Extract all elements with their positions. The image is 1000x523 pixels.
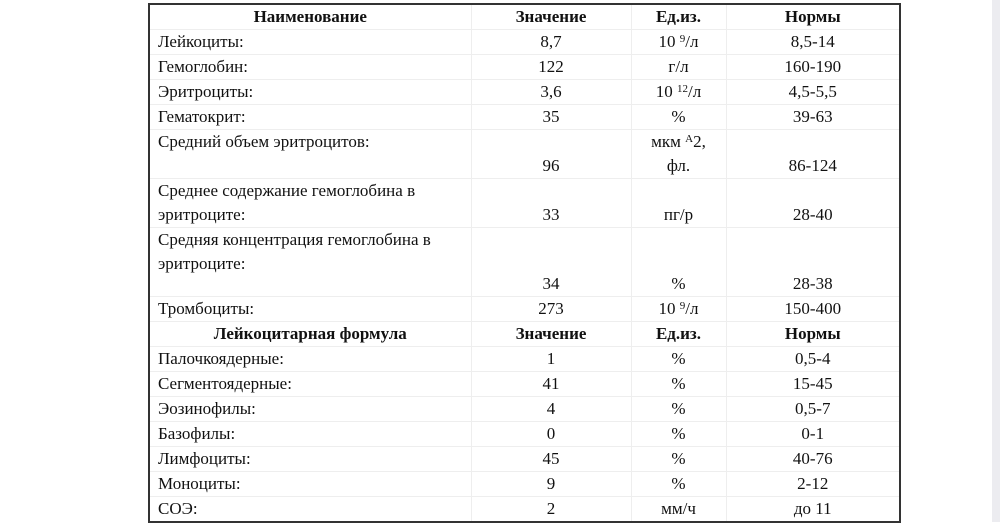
scrollbar-gutter xyxy=(992,0,1000,522)
cell-unit: % xyxy=(631,447,726,472)
cell-norm: 2-12 xyxy=(726,472,900,497)
cell-name: Палочкоядерные: xyxy=(149,347,471,372)
cell-value: 41 xyxy=(471,372,631,397)
header-name: Наименование xyxy=(149,4,471,30)
blood-test-table xyxy=(148,3,901,523)
cell-value: 4 xyxy=(471,397,631,422)
cell-value: 2 xyxy=(471,497,631,523)
unit-unit-sup: 12 xyxy=(677,83,689,95)
cell-name: Эритроциты: xyxy=(149,80,471,105)
cell-name: Среднее содержание гемоглобина в эритроците: xyxy=(149,179,471,228)
cell-name: Базофилы: xyxy=(149,422,471,447)
header-unit: Ед.из. xyxy=(631,322,726,347)
cell-name: Моноциты: xyxy=(149,472,471,497)
table-row xyxy=(149,472,900,497)
cell-norm: 150-400 xyxy=(726,297,900,322)
table-row xyxy=(149,397,900,422)
cell-norm: 0-1 xyxy=(726,422,900,447)
cell-name: Лейкоциты: xyxy=(149,30,471,55)
table-row xyxy=(149,497,900,523)
cell-norm: 39-63 xyxy=(726,105,900,130)
cell-value: 8,7 xyxy=(471,30,631,55)
cell-name: Тромбоциты: xyxy=(149,297,471,322)
cell-unit xyxy=(631,105,726,130)
cell-norm: до 11 xyxy=(726,497,900,523)
cell-unit: % xyxy=(631,347,726,372)
table-header-row xyxy=(149,4,900,30)
cell-unit xyxy=(631,55,726,80)
unit-unit-sup: A xyxy=(685,133,694,145)
cell-unit xyxy=(631,228,726,297)
cell-unit xyxy=(631,80,726,105)
cell-norm: 4,5-5,5 xyxy=(726,80,900,105)
unit-unit-rest: /л xyxy=(688,82,702,101)
header-norm: Нормы xyxy=(726,322,900,347)
cell-value: 33 xyxy=(471,179,631,228)
cell-value: 9 xyxy=(471,472,631,497)
cell-value: 35 xyxy=(471,105,631,130)
cell-unit: % xyxy=(631,472,726,497)
table-row xyxy=(149,105,900,130)
cell-value: 96 xyxy=(471,130,631,179)
table-row xyxy=(149,55,900,80)
unit-unit-base: г/л xyxy=(668,57,689,76)
cell-norm: 160-190 xyxy=(726,55,900,80)
table-row xyxy=(149,130,900,179)
unit-unit-base: пг/р xyxy=(663,205,694,224)
table-row xyxy=(149,228,900,297)
unit-unit-sup: 9 xyxy=(679,33,686,45)
table-row xyxy=(149,179,900,228)
table-header-row xyxy=(149,322,900,347)
cell-name: Сегментоядерные: xyxy=(149,372,471,397)
cell-value: 34 xyxy=(471,228,631,297)
unit-unit-sup: 9 xyxy=(679,300,686,312)
unit-unit-rest: /л xyxy=(685,32,699,51)
cell-unit xyxy=(631,297,726,322)
cell-norm: 15-45 xyxy=(726,372,900,397)
table-row xyxy=(149,372,900,397)
cell-unit: % xyxy=(631,422,726,447)
cell-value: 3,6 xyxy=(471,80,631,105)
unit-unit-base: % xyxy=(671,274,686,293)
cell-unit xyxy=(631,30,726,55)
cell-name: Лимфоциты: xyxy=(149,447,471,472)
unit-unit-base: % xyxy=(671,107,686,126)
cell-norm: 28-40 xyxy=(726,179,900,228)
cell-value: 0 xyxy=(471,422,631,447)
header-norm: Нормы xyxy=(726,4,900,30)
table-row xyxy=(149,297,900,322)
unit-unit-rest: /л xyxy=(685,299,699,318)
cell-unit xyxy=(631,130,726,179)
header-value: Значение xyxy=(471,4,631,30)
cell-value: 273 xyxy=(471,297,631,322)
unit-unit-rest: 2, фл. xyxy=(666,132,706,175)
table-row xyxy=(149,422,900,447)
cell-unit: % xyxy=(631,372,726,397)
table-row xyxy=(149,80,900,105)
cell-norm: 8,5-14 xyxy=(726,30,900,55)
header-name: Лейкоцитарная формула xyxy=(149,322,471,347)
cell-value: 122 xyxy=(471,55,631,80)
table-row xyxy=(149,30,900,55)
table-row xyxy=(149,447,900,472)
cell-name: Гемоглобин: xyxy=(149,55,471,80)
cell-name: Средняя концентрация гемоглобина в эритроците: xyxy=(149,228,471,297)
header-unit: Ед.из. xyxy=(631,4,726,30)
cell-name: Средний объем эритроцитов: xyxy=(149,130,471,179)
cell-norm: 40-76 xyxy=(726,447,900,472)
cell-norm: 28-38 xyxy=(726,228,900,297)
cell-value: 45 xyxy=(471,447,631,472)
cell-name: СОЭ: xyxy=(149,497,471,523)
cell-norm: 0,5-4 xyxy=(726,347,900,372)
cell-name: Эозинофилы: xyxy=(149,397,471,422)
unit-unit-base: мкм xyxy=(651,132,686,151)
cell-value: 1 xyxy=(471,347,631,372)
cell-unit: % xyxy=(631,397,726,422)
cell-norm: 86-124 xyxy=(726,130,900,179)
unit-unit-base: 10 xyxy=(658,32,680,51)
cell-norm: 0,5-7 xyxy=(726,397,900,422)
cell-unit xyxy=(631,179,726,228)
unit-unit-base: 10 xyxy=(655,82,678,101)
cell-name: Гематокрит: xyxy=(149,105,471,130)
table-row xyxy=(149,347,900,372)
cell-unit: мм/ч xyxy=(631,497,726,523)
header-value: Значение xyxy=(471,322,631,347)
unit-unit-base: 10 xyxy=(658,299,680,318)
